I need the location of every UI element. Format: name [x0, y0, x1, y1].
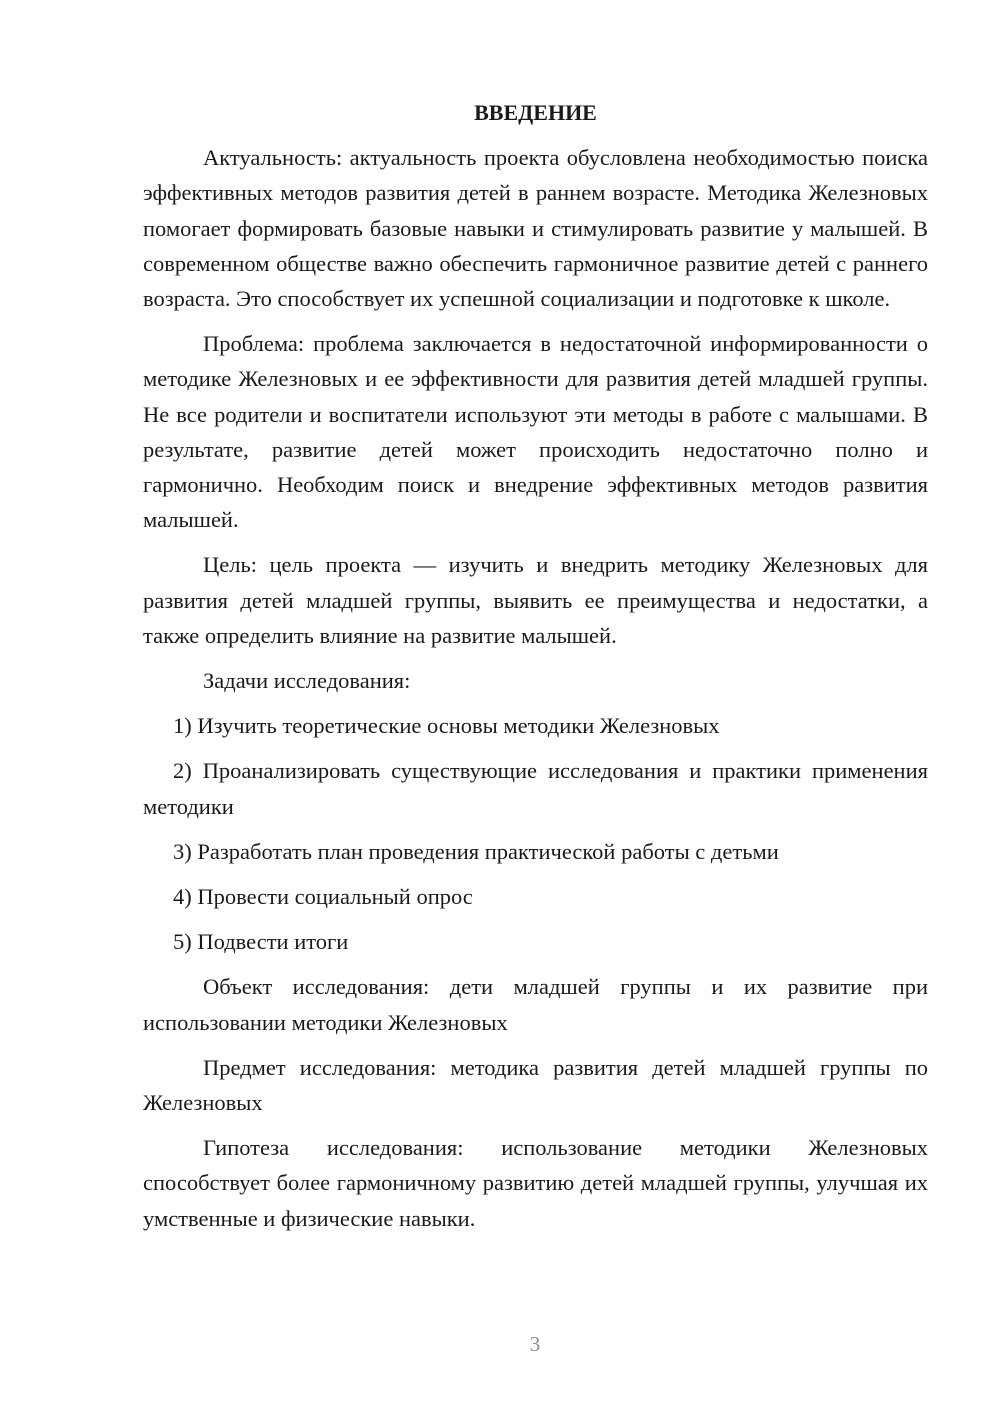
goal-paragraph: Цель: цель проекта — изучить и внедрить методику Железновых для развития детей младшей группы, выявить ее преимущества и недостатки, а также определить влияние на развитие малышей.: [143, 552, 928, 648]
subject-paragraph: Предмет исследования: методика развития детей младшей группы по Железновых: [143, 1054, 928, 1116]
tasks-heading: Задачи исследования:: [203, 668, 411, 694]
section-title: ВВЕДЕНИЕ: [474, 100, 597, 125]
problem-paragraph: Проблема: проблема заключается в недостаточной информированности о методике Железновых и ее эффективности для развития детей младшей группы. Не все родители и воспитатели используют эти методы в работе с малышами. В результате, развитие детей может происходить недостаточно полно и гармонично. Необходим поиск и внедрение эффективных методов развития малышей.: [143, 331, 928, 533]
task-item-1: 1) Изучить теоретические основы методики Железновых: [173, 713, 720, 739]
task-item-5: 5) Подвести итоги: [173, 929, 349, 955]
hypothesis-paragraph: Гипотеза исследования: использование методики Железновых способствует более гармоничному развитию детей младшей группы, улучшая их умственные и физические навыки.: [143, 1135, 928, 1231]
task-item-3: 3) Разработать план проведения практической работы с детьми: [173, 838, 779, 864]
task-item-4: 4) Провести социальный опрос: [173, 884, 473, 910]
page-number: 3: [529, 1332, 541, 1356]
relevance-paragraph: Актуальность: актуальность проекта обусловлена необходимостью поиска эффективных методов развития детей в раннем возрасте. Методика Железновых помогает формировать базовые навыки и стимулировать развитие у малышей. В современном обществе важно обеспечить гармоничное развитие детей с раннего возраста. Это способствует их успешной социализации и подготовке к школе.: [143, 145, 928, 312]
object-paragraph: Объект исследования: дети младшей группы и их развитие при использовании методики Железновых: [143, 974, 928, 1035]
page-content: [143, 95, 928, 1246]
task-item-2: 2) Проанализировать существующие исследования и практики применения методики: [143, 758, 928, 819]
